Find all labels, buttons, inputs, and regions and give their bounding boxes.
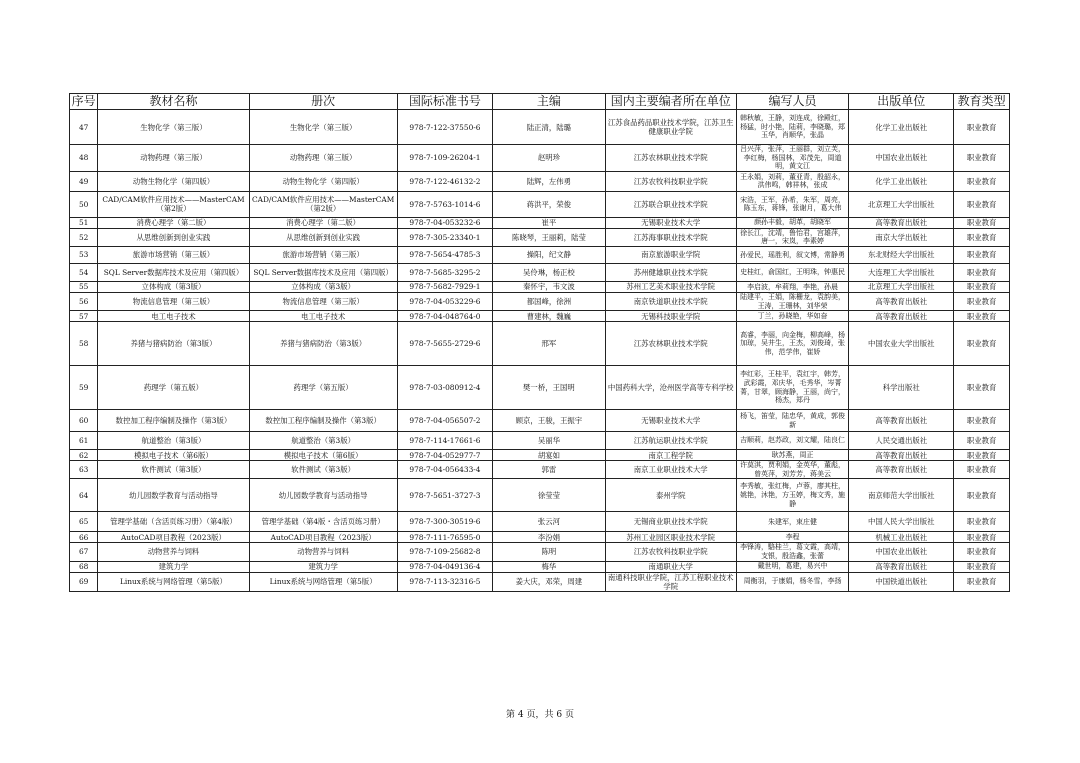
cell-editor: 胡宴如 <box>493 450 605 461</box>
cell-edu-type: 职业教育 <box>954 311 1010 322</box>
table-row <box>70 292 1010 310</box>
cell-volume: 动物营养与饲料 <box>249 543 397 561</box>
cell-authors: 丁兰，孙晓艳，华如奋 <box>736 311 848 322</box>
cell-volume: 生物化学（第三版） <box>249 110 397 145</box>
table-row <box>70 572 1010 591</box>
cell-publisher: 大连理工大学出版社 <box>849 263 954 281</box>
header-publisher: 出版单位 <box>849 94 954 110</box>
cell-isbn: 978-7-113-32316-5 <box>397 572 493 591</box>
cell-publisher: 化学工业出版社 <box>849 110 954 145</box>
cell-isbn: 978-7-04-056433-4 <box>397 461 493 479</box>
cell-edu-type: 职业教育 <box>954 191 1010 217</box>
cell-publisher: 高等教育出版社 <box>849 461 954 479</box>
cell-no: 69 <box>70 572 98 591</box>
cell-isbn: 978-7-109-26204-1 <box>397 145 493 172</box>
cell-volume: CAD/CAM软件应用技术——MasterCAM（第2版） <box>249 191 397 217</box>
cell-editor: 蒋洪平，荣俊 <box>493 191 605 217</box>
cell-name: 管理学基础（含活页练习册）（第4版） <box>98 512 249 532</box>
cell-name: 物流信息管理（第三版） <box>98 292 249 310</box>
cell-edu-type: 职业教育 <box>954 228 1010 246</box>
cell-editor: 崔平 <box>493 217 605 228</box>
cell-publisher: 南京师范大学出版社 <box>849 479 954 512</box>
cell-name: 旅游市场营销（第三版） <box>98 246 249 263</box>
cell-no: 53 <box>70 246 98 263</box>
cell-authors: 陆建平，王娟，陈栅龙，袁韵美，王涛，王珊林，刘华荣 <box>736 292 848 310</box>
table-row <box>70 191 1010 217</box>
cell-no: 57 <box>70 311 98 322</box>
cell-volume: 建筑力学 <box>249 561 397 572</box>
cell-edu-type: 职业教育 <box>954 572 1010 591</box>
cell-volume: AutoCAD项目教程（2023版） <box>249 532 397 543</box>
cell-publisher: 化学工业出版社 <box>849 171 954 191</box>
cell-org: 中国药科大学，沧州医学高等专科学校 <box>605 366 736 410</box>
cell-no: 54 <box>70 263 98 281</box>
cell-no: 47 <box>70 110 98 145</box>
cell-org: 江苏农林职业技术学院 <box>605 145 736 172</box>
table-row <box>70 322 1010 366</box>
cell-volume: 管理学基础（第4版・含活页练习册） <box>249 512 397 532</box>
cell-name: 动物营养与饲料 <box>98 543 249 561</box>
cell-authors: 颜孙丰毅，胡革，胡晓军 <box>736 217 848 228</box>
cell-publisher: 高等教育出版社 <box>849 311 954 322</box>
cell-publisher: 东北财经大学出版社 <box>849 246 954 263</box>
table-row <box>70 263 1010 281</box>
cell-publisher: 高等教育出版社 <box>849 217 954 228</box>
cell-authors: 高睿，李丽，向金梅，柳高峰，杨加琼，吴井生，王杰，刘俊琦，张伟，范学伟，崔娇 <box>736 322 848 366</box>
cell-volume: 软件测试（第3版） <box>249 461 397 479</box>
cell-authors: 宋浩，王军，孙希，朱军，周亮，陈玉东，蒋锋，张谢月，葛大伟 <box>736 191 848 217</box>
cell-isbn: 978-7-114-17661-6 <box>397 432 493 450</box>
cell-publisher: 高等教育出版社 <box>849 450 954 461</box>
cell-volume: 动物药理（第三版） <box>249 145 397 172</box>
cell-name: 药理学（第五版） <box>98 366 249 410</box>
table-row <box>70 512 1010 532</box>
cell-name: 养猪与猪病防治（第3版） <box>98 322 249 366</box>
cell-publisher: 中国人民大学出版社 <box>849 512 954 532</box>
cell-isbn: 978-7-122-37550-6 <box>397 110 493 145</box>
cell-name: AutoCAD项目教程（2023版） <box>98 532 249 543</box>
cell-isbn: 978-7-5654-4785-3 <box>397 246 493 263</box>
cell-publisher: 高等教育出版社 <box>849 410 954 432</box>
cell-authors: 戴世明，葛建，易兴中 <box>736 561 848 572</box>
cell-name: 生物化学（第三版） <box>98 110 249 145</box>
cell-edu-type: 职业教育 <box>954 322 1010 366</box>
cell-edu-type: 职业教育 <box>954 281 1010 292</box>
cell-volume: 数控加工程序编制及操作（第3版） <box>249 410 397 432</box>
cell-authors: 李启波，牟莉翔，李艳，孙晨 <box>736 281 848 292</box>
cell-publisher: 北京理工大学出版社 <box>849 191 954 217</box>
cell-volume: 模拟电子技术（第6版） <box>249 450 397 461</box>
cell-volume: 养猪与猪病防治（第3版） <box>249 322 397 366</box>
table-row <box>70 432 1010 450</box>
cell-isbn: 978-7-5685-3295-2 <box>397 263 493 281</box>
cell-isbn: 978-7-04-056507-2 <box>397 410 493 432</box>
cell-authors: 杨飞，笛莹，陆忠华，黄成，郭俊新 <box>736 410 848 432</box>
cell-publisher: 北京理工大学出版社 <box>849 281 954 292</box>
cell-authors: 朱建军，束庄健 <box>736 512 848 532</box>
cell-name: CAD/CAM软件应用技术——MasterCAM（第2版） <box>98 191 249 217</box>
cell-editor: 赵明珍 <box>493 145 605 172</box>
cell-no: 51 <box>70 217 98 228</box>
cell-authors: 李程 <box>736 532 848 543</box>
cell-authors: 吕兴萍，张萍，王丽群，刘立芙，李红梅，杨国林，邓茂先，周道明，黄文江 <box>736 145 848 172</box>
cell-editor: 梅华 <box>493 561 605 572</box>
cell-volume: 航道整治（第3版） <box>249 432 397 450</box>
cell-org: 南通科技职业学院，江苏工程职业技术学院 <box>605 572 736 591</box>
cell-name: 从思维创新到创业实践 <box>98 228 249 246</box>
table-row <box>70 145 1010 172</box>
cell-name: 航道整治（第3版） <box>98 432 249 450</box>
cell-publisher: 人民交通出版社 <box>849 432 954 450</box>
cell-authors: 李秀敏，张红梅，卢蓉，廖其柱，姚艳，沐艳，方玉婷，梅文秀，施静 <box>736 479 848 512</box>
cell-no: 58 <box>70 322 98 366</box>
table-row <box>70 110 1010 145</box>
cell-org: 江苏农牧科技职业学院 <box>605 543 736 561</box>
cell-volume: SQL Server数据库技术及应用（第四版） <box>249 263 397 281</box>
cell-editor: 吴伶琳，杨正校 <box>493 263 605 281</box>
cell-edu-type: 职业教育 <box>954 366 1010 410</box>
cell-edu-type: 职业教育 <box>954 110 1010 145</box>
cell-name: 幼儿园数学教育与活动指导 <box>98 479 249 512</box>
cell-org: 南通职业大学 <box>605 561 736 572</box>
cell-isbn: 978-7-305-23340-1 <box>397 228 493 246</box>
cell-editor: 樊一桥，王国明 <box>493 366 605 410</box>
table-row <box>70 281 1010 292</box>
cell-isbn: 978-7-5682-7929-1 <box>397 281 493 292</box>
cell-name: 数控加工程序编制及操作（第3版） <box>98 410 249 432</box>
header-isbn: 国际标准书号 <box>397 94 493 110</box>
cell-edu-type: 职业教育 <box>954 263 1010 281</box>
cell-publisher: 中国农业出版社 <box>849 543 954 561</box>
cell-editor: 秦怀宇，韦文波 <box>493 281 605 292</box>
cell-edu-type: 职业教育 <box>954 145 1010 172</box>
cell-edu-type: 职业教育 <box>954 512 1010 532</box>
cell-no: 67 <box>70 543 98 561</box>
cell-isbn: 978-7-04-048764-0 <box>397 311 493 322</box>
cell-org: 苏州工艺美术职业技术学院 <box>605 281 736 292</box>
header-name: 教材名称 <box>98 94 249 110</box>
cell-no: 66 <box>70 532 98 543</box>
cell-no: 61 <box>70 432 98 450</box>
cell-volume: 药理学（第五版） <box>249 366 397 410</box>
cell-org: 江苏农牧科技职业学院 <box>605 171 736 191</box>
cell-publisher: 高等教育出版社 <box>849 561 954 572</box>
cell-volume: Linux系统与网络管理（第5版） <box>249 572 397 591</box>
cell-editor: 邢军 <box>493 322 605 366</box>
cell-edu-type: 职业教育 <box>954 532 1010 543</box>
cell-edu-type: 职业教育 <box>954 479 1010 512</box>
cell-editor: 徐莹莹 <box>493 479 605 512</box>
cell-editor: 陈晓琴，王丽莉，陆莹 <box>493 228 605 246</box>
cell-isbn: 978-7-03-080912-4 <box>397 366 493 410</box>
cell-no: 64 <box>70 479 98 512</box>
cell-volume: 动物生物化学（第四版） <box>249 171 397 191</box>
cell-no: 48 <box>70 145 98 172</box>
cell-publisher: 机械工业出版社 <box>849 532 954 543</box>
cell-volume: 从思维创新到创业实践 <box>249 228 397 246</box>
header-volume: 册次 <box>249 94 397 110</box>
cell-edu-type: 职业教育 <box>954 171 1010 191</box>
cell-isbn: 978-7-111-76595-0 <box>397 532 493 543</box>
cell-authors: 吉顺莉，赵苏政，刘文耀，陆良仁 <box>736 432 848 450</box>
cell-isbn: 978-7-04-053232-6 <box>397 217 493 228</box>
cell-publisher: 中国铁道出版社 <box>849 572 954 591</box>
cell-isbn: 978-7-5655-2729-6 <box>397 322 493 366</box>
cell-editor: 顾京，王骏，王振宇 <box>493 410 605 432</box>
table-row <box>70 450 1010 461</box>
cell-isbn: 978-7-300-30519-6 <box>397 512 493 532</box>
cell-authors: 王永娟，刘莉，董亚青，殷韶永，洪伟鸣，韩祥林，张成 <box>736 171 848 191</box>
cell-isbn: 978-7-04-049136-4 <box>397 561 493 572</box>
cell-edu-type: 职业教育 <box>954 461 1010 479</box>
cell-editor: 郭雷 <box>493 461 605 479</box>
cell-edu-type: 职业教育 <box>954 543 1010 561</box>
cell-authors: 韩秋敏，王静，刘连成，徐殿红，杨猛，时小艳，陆莉，李晓璐，郑玉华，肖顺华，张晶 <box>736 110 848 145</box>
cell-isbn: 978-7-109-25682-8 <box>397 543 493 561</box>
cell-editor: 操阳，纪文静 <box>493 246 605 263</box>
cell-edu-type: 职业教育 <box>954 410 1010 432</box>
cell-publisher: 中国农业出版社 <box>849 145 954 172</box>
cell-org: 江苏食品药品职业技术学院，江苏卫生健康职业学院 <box>605 110 736 145</box>
table-row <box>70 366 1010 410</box>
table-row <box>70 171 1010 191</box>
cell-isbn: 978-7-04-053229-6 <box>397 292 493 310</box>
cell-editor: 陆辉，左伟勇 <box>493 171 605 191</box>
header-row <box>70 94 1010 110</box>
cell-editor: 曹建林，魏巍 <box>493 311 605 322</box>
cell-org: 无锡科技职业学院 <box>605 311 736 322</box>
cell-edu-type: 职业教育 <box>954 217 1010 228</box>
cell-authors: 史桂红，俞国红，王明珠，钟惠民 <box>736 263 848 281</box>
cell-volume: 电工电子技术 <box>249 311 397 322</box>
cell-edu-type: 职业教育 <box>954 292 1010 310</box>
cell-edu-type: 职业教育 <box>954 561 1010 572</box>
cell-name: 建筑力学 <box>98 561 249 572</box>
cell-editor: 张云河 <box>493 512 605 532</box>
table-row <box>70 532 1010 543</box>
cell-authors: 李红彩，王桂平，袁红宇，韩芳，武彩霞，邓庆华，毛秀华，岑菁菁，甘翠，顾海静，王丽，尚宁，杨杰，郑丹 <box>736 366 848 410</box>
cell-volume: 立体构成（第3版） <box>249 281 397 292</box>
table-row <box>70 246 1010 263</box>
cell-no: 65 <box>70 512 98 532</box>
cell-isbn: 978-7-5651-3727-3 <box>397 479 493 512</box>
table-row <box>70 461 1010 479</box>
cell-authors: 周衡羽，于康娟，杨冬雪，李扬 <box>736 572 848 591</box>
cell-name: 消费心理学（第二版） <box>98 217 249 228</box>
cell-org: 南京工业职业技术大学 <box>605 461 736 479</box>
cell-authors: 耿苏燕，周正 <box>736 450 848 461</box>
cell-publisher: 高等教育出版社 <box>849 292 954 310</box>
cell-no: 63 <box>70 461 98 479</box>
cell-editor: 李汾娟 <box>493 532 605 543</box>
cell-org: 无锡职业技术大学 <box>605 217 736 228</box>
cell-no: 50 <box>70 191 98 217</box>
cell-org: 南京工程学院 <box>605 450 736 461</box>
cell-isbn: 978-7-04-052977-7 <box>397 450 493 461</box>
cell-no: 52 <box>70 228 98 246</box>
header-authors: 编写人员 <box>736 94 848 110</box>
page-footer: 第 4 页，共 6 页 <box>506 710 574 720</box>
cell-name: 动物生物化学（第四版） <box>98 171 249 191</box>
cell-editor: 都国峰，徐洲 <box>493 292 605 310</box>
cell-volume: 消费心理学（第二版） <box>249 217 397 228</box>
cell-org: 苏州工业园区职业技术学院 <box>605 532 736 543</box>
cell-name: 动物药理（第三版） <box>98 145 249 172</box>
cell-editor: 陆正清，陆璐 <box>493 110 605 145</box>
cell-editor: 姜大庆，邓荣，周建 <box>493 572 605 591</box>
cell-org: 苏州健雄职业技术学院 <box>605 263 736 281</box>
table-row <box>70 217 1010 228</box>
table-row <box>70 479 1010 512</box>
cell-org: 江苏农林职业技术学院 <box>605 322 736 366</box>
cell-authors: 李锋涛，駱桂兰，葛文霞，高靖，支银，殷浩鑫，张蕾 <box>736 543 848 561</box>
cell-name: Linux系统与网络管理（第5版） <box>98 572 249 591</box>
cell-volume: 物流信息管理（第三版） <box>249 292 397 310</box>
cell-no: 68 <box>70 561 98 572</box>
cell-org: 南京旅游职业学院 <box>605 246 736 263</box>
table-row <box>70 228 1010 246</box>
cell-volume: 幼儿园数学教育与活动指导 <box>249 479 397 512</box>
table-row <box>70 543 1010 561</box>
cell-publisher: 科学出版社 <box>849 366 954 410</box>
cell-isbn: 978-7-5763-1014-6 <box>397 191 493 217</box>
cell-no: 60 <box>70 410 98 432</box>
cell-publisher: 中国农业大学出版社 <box>849 322 954 366</box>
cell-editor: 吴丽华 <box>493 432 605 450</box>
cell-org: 无锡职业技术大学 <box>605 410 736 432</box>
cell-org: 江苏海事职业技术学院 <box>605 228 736 246</box>
cell-name: 立体构成（第3版） <box>98 281 249 292</box>
cell-no: 62 <box>70 450 98 461</box>
cell-name: 电工电子技术 <box>98 311 249 322</box>
header-no: 序号 <box>70 94 98 110</box>
table-body <box>70 110 1010 592</box>
cell-name: 软件测试（第3版） <box>98 461 249 479</box>
cell-org: 无锡商业职业技术学院 <box>605 512 736 532</box>
table-row <box>70 410 1010 432</box>
header-edu-type: 教育类型 <box>954 94 1010 110</box>
cell-org: 泰州学院 <box>605 479 736 512</box>
table-row <box>70 311 1010 322</box>
cell-authors: 徐长江，沈靖，鲁怡君，宫雄萍，唐一，宋岚，李素婷 <box>736 228 848 246</box>
cell-authors: 孙爱民，瑶胜利，叙文博，常静勇 <box>736 246 848 263</box>
cell-org: 江苏航运职业技术学院 <box>605 432 736 450</box>
table-row <box>70 561 1010 572</box>
cell-no: 56 <box>70 292 98 310</box>
cell-org: 南京铁道职业技术学院 <box>605 292 736 310</box>
cell-edu-type: 职业教育 <box>954 432 1010 450</box>
cell-publisher: 南京大学出版社 <box>849 228 954 246</box>
cell-isbn: 978-7-122-46132-2 <box>397 171 493 191</box>
header-editor: 主编 <box>493 94 605 110</box>
textbook-table <box>69 93 1010 592</box>
cell-volume: 旅游市场营销（第三版） <box>249 246 397 263</box>
cell-name: 模拟电子技术（第6版） <box>98 450 249 461</box>
header-org: 国内主要编者所在单位 <box>605 94 736 110</box>
cell-authors: 许莫淇，贾利娟，金英华，董彪，曾英萍，刘芳芳，蒋美云 <box>736 461 848 479</box>
cell-no: 59 <box>70 366 98 410</box>
cell-edu-type: 职业教育 <box>954 450 1010 461</box>
cell-name: SQL Server数据库技术及应用（第四版） <box>98 263 249 281</box>
cell-org: 江苏联合职业技术学院 <box>605 191 736 217</box>
cell-no: 49 <box>70 171 98 191</box>
cell-no: 55 <box>70 281 98 292</box>
cell-edu-type: 职业教育 <box>954 246 1010 263</box>
cell-editor: 陈明 <box>493 543 605 561</box>
